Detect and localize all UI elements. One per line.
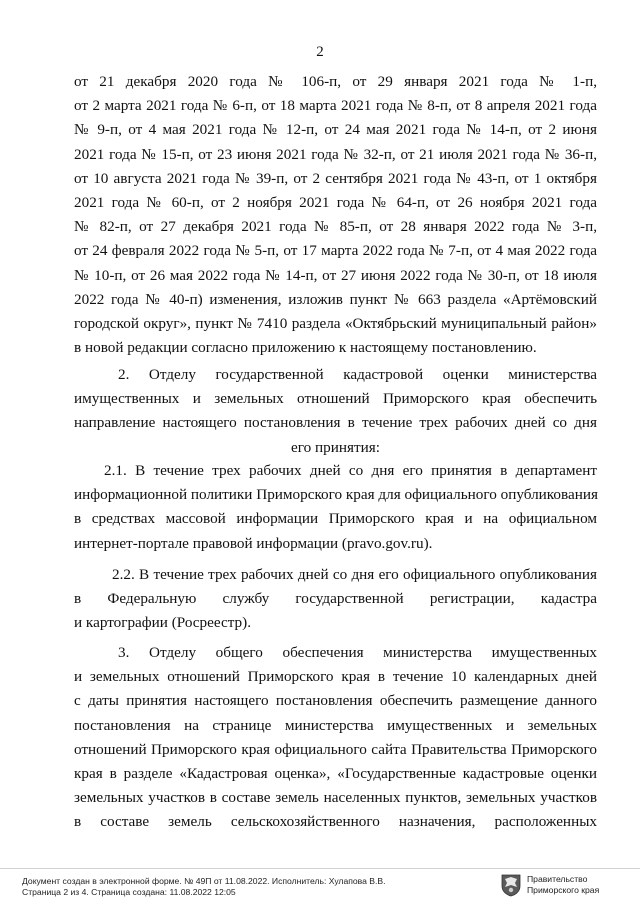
text-line: и земельных отношений Приморского края в течение 10 календарных дней — [74, 668, 597, 686]
text-line: интернет-портале правовой информации (pravo.gov.ru). — [74, 534, 433, 552]
text-line: информационной политики Приморского края для официального опубликования — [74, 486, 598, 504]
footer-line-document: Документ создан в электронной форме. № 49П от 11.08.2022. Исполнитель: Хулапова В.В. — [22, 876, 386, 886]
logo-line-2: Приморского края — [527, 885, 600, 895]
text-line: с даты принятия настоящего постановления обеспечить размещение данного — [74, 692, 597, 710]
text-line: отношений Приморского края официального сайта Правительства Приморского — [74, 740, 597, 758]
text-line: в составе земель сельскохозяйственного назначения, расположенных — [74, 813, 597, 831]
text-line: 2.1. В течение трех рабочих дней со дня его принятия в департамент — [104, 462, 597, 479]
text-line: № 9-п, от 4 мая 2021 года № 12-п, от 24 мая 2021 года № 14-п, от 2 июня — [74, 121, 597, 139]
text-line: от 2 марта 2021 года № 6-п, от 18 марта 2021 года № 8-п, от 8 апреля 2021 года — [74, 97, 597, 115]
text-line: от 21 декабря 2020 года № 106-п, от 29 января 2021 года № 1-п, — [74, 73, 597, 90]
primorsky-emblem-icon — [500, 873, 522, 897]
text-line: в Федеральную службу государственной регистрации, кадастра — [74, 590, 597, 608]
paragraph-item-3 — [74, 641, 597, 835]
paragraph-item-2-2 — [74, 563, 597, 636]
footer-divider — [0, 868, 640, 869]
footer-metadata — [22, 876, 492, 898]
text-line: № 10-п, от 26 мая 2022 года № 14-п, от 27 июня 2022 года № 30-п, от 18 июля — [74, 266, 597, 284]
text-line: от 10 августа 2021 года № 39-п, от 2 сентября 2021 года № 43-п, от 1 октября — [74, 169, 597, 187]
text-line: от 24 февраля 2022 года № 5-п, от 17 марта 2022 года № 7-п, от 4 мая 2022 года — [74, 242, 597, 260]
text-line: и картографии (Росреестр). — [74, 614, 251, 632]
government-logo — [500, 872, 620, 898]
paragraph-item-2-1 — [74, 459, 597, 556]
text-line: постановления на странице министерства имущественных и земельных — [74, 716, 597, 734]
text-line: края в разделе «Кадастровая оценка», «Государственные кадастровые оценки — [74, 764, 597, 782]
text-line: городской округ», пункт № 7410 раздела «Октябрьский муниципальный район» — [74, 314, 597, 332]
text-line: направление настоящего постановления в течение трех рабочих дней со дня — [74, 414, 597, 432]
text-line: 2. Отделу государственной кадастровой оценки министерства — [118, 366, 597, 383]
paragraph-amendments — [74, 70, 597, 360]
footer-line-page: Страница 2 из 4. Страница создана: 11.08.2022 12:05 — [22, 887, 236, 897]
text-line: 3. Отделу общего обеспечения министерства имущественных — [118, 644, 597, 661]
text-line: в новой редакции согласно приложению к настоящему постановлению. — [74, 339, 537, 357]
text-line: его принятия: — [291, 438, 380, 456]
paragraph-item-2 — [74, 363, 597, 460]
text-line: 2.2. В течение трех рабочих дней со дня его официального опубликования — [112, 566, 597, 583]
text-line: 2021 года № 60-п, от 2 ноября 2021 года № 64-п, от 26 ноября 2021 года — [74, 193, 597, 211]
page-number: 2 — [316, 44, 324, 60]
text-line: 2021 года № 15-п, от 23 июня 2021 года № 32-п, от 21 июля 2021 года № 36-п, — [74, 145, 597, 163]
text-line: № 82-п, от 27 декабря 2021 года № 85-п, от 28 января 2022 года № 3-п, — [74, 218, 597, 236]
text-line: в средствах массовой информации Приморского края и на официальном — [74, 510, 597, 528]
logo-line-1: Правительство — [527, 874, 588, 884]
text-line: 2022 года № 40-п) изменения, изложив пункт № 663 раздела «Артёмовский — [74, 290, 597, 308]
text-line: имущественных и земельных отношений Приморского края обеспечить — [74, 390, 597, 408]
text-line: земельных участков в составе земель населенных пунктов, земельных участков — [74, 789, 597, 807]
